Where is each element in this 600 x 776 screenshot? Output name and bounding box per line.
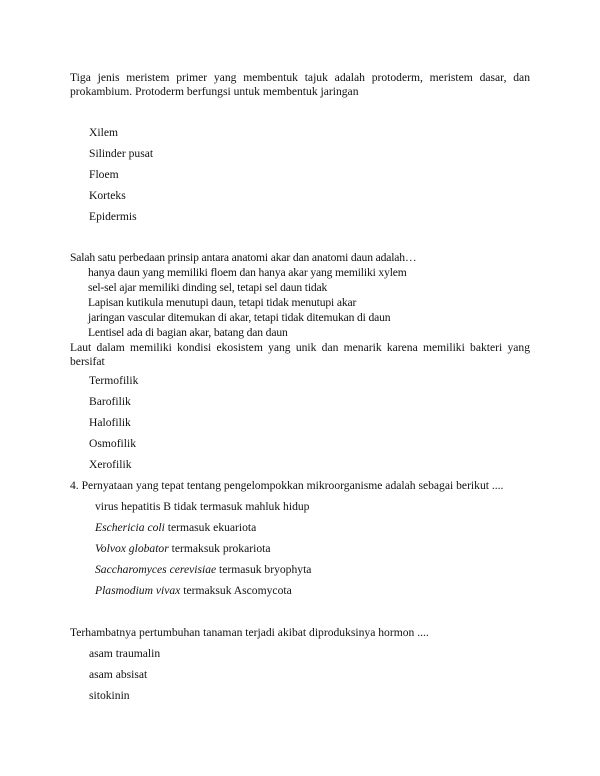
q3-option-3: Halofilik (89, 416, 131, 429)
question-4-text: 4. Pernyataan yang tepat tentang pengelompokkan mikroorganisme adalah sebagai berikut .... (70, 479, 504, 492)
question-3-text: Laut dalam memiliki kondisi ekosistem yang unik dan menarik karena memiliki bakteri yang bersifat (70, 341, 530, 368)
q2-option-3: Lapisan kutikula menutupi daun, tetapi tidak menutupi akar (88, 296, 357, 309)
q4-option-2-text: termasuk ekuariota (164, 521, 257, 534)
q4-option-3 (95, 542, 270, 556)
q4-option-3-species: Volvox globator (95, 542, 169, 555)
q1-option-1: Xilem (89, 126, 118, 139)
q4-option-2-species: Eschericia coli (95, 521, 165, 534)
q4-option-5-species: Plasmodium vivax (95, 584, 181, 597)
q3-option-1: Termofilik (89, 374, 139, 387)
q2-option-1: hanya daun yang memiliki floem dan hanya akar yang memiliki xylem (88, 266, 407, 279)
q1-option-2: Silinder pusat (89, 147, 154, 160)
q4-option-2 (95, 521, 256, 535)
q4-option-5 (95, 584, 292, 598)
question-5-text: Terhambatnya pertumbuhan tanaman terjadi akibat diproduksinya hormon .... (70, 626, 429, 639)
q3-option-4: Osmofilik (89, 437, 137, 450)
q4-option-4-species: Saccharomyces cerevisiae (95, 563, 217, 576)
q4-option-4-text: termasuk bryophyta (216, 563, 312, 576)
q5-option-1: asam traumalin (89, 647, 161, 660)
q3-option-5: Xerofilik (89, 458, 132, 471)
question-1-text: Tiga jenis meristem primer yang membentuk tajuk adalah protoderm, meristem dasar, dan prokambium. Protoderm berfungsi untuk membentuk jaringan (70, 71, 530, 98)
q1-option-3: Floem (89, 168, 119, 181)
q4-option-5-text: termaksuk Ascomycota (180, 584, 292, 597)
q4-option-4 (95, 563, 311, 577)
q5-option-3: sitokinin (89, 689, 130, 702)
q1-option-4: Korteks (89, 189, 126, 202)
q5-option-2: asam absisat (89, 668, 148, 681)
q2-option-2: sel-sel ajar memiliki dinding sel, tetapi sel daun tidak (88, 281, 328, 294)
q2-option-4: jaringan vascular ditemukan di akar, tetapi tidak ditemukan di daun (88, 311, 391, 324)
question-2-text: Salah satu perbedaan prinsip antara anatomi akar dan anatomi daun adalah… (70, 251, 417, 264)
q1-option-5: Epidermis (89, 210, 137, 223)
q4-option-3-text: termaksuk prokariota (168, 542, 271, 555)
q4-option-1-text: virus hepatitis B tidak termasuk mahluk hidup (95, 500, 310, 513)
q3-option-2: Barofilik (89, 395, 131, 408)
q4-option-1 (95, 500, 309, 514)
q2-option-5: Lentisel ada di bagian akar, batang dan daun (88, 326, 288, 339)
